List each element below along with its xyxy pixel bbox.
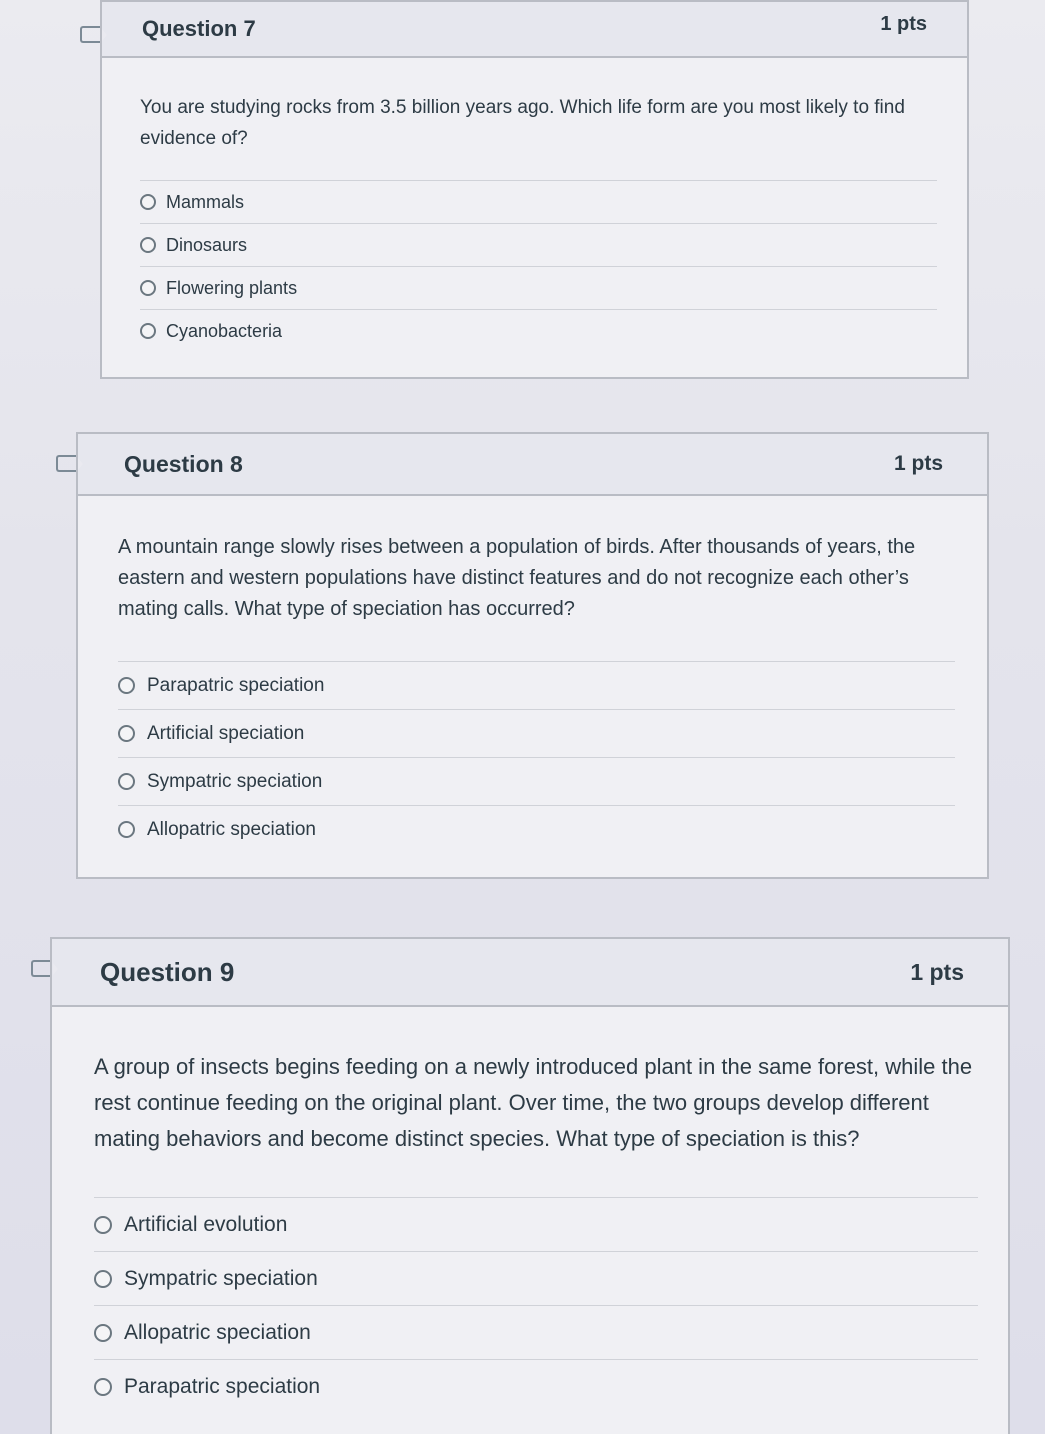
answer-label: Artificial evolution [124, 1212, 288, 1236]
radio-button-icon[interactable] [118, 773, 135, 790]
answer-list [118, 661, 955, 853]
radio-button-icon[interactable] [94, 1378, 112, 1396]
question-8 [76, 432, 989, 879]
radio-button-icon[interactable] [94, 1216, 112, 1234]
question-text: A mountain range slowly rises between a population of birds. After thousands of years, the eastern and western populations have distinct features and do not recognize each other’s mating calls. What type of speciation has occurred? [118, 536, 916, 620]
radio-button-icon[interactable] [118, 725, 135, 742]
question-header [52, 939, 1008, 1007]
answer-label: Parapatric speciation [124, 1374, 321, 1398]
question-header [78, 434, 987, 496]
answer-label: Allopatric speciation [124, 1320, 311, 1344]
answer-label: Sympatric speciation [147, 770, 323, 792]
answer-option[interactable] [94, 1306, 978, 1360]
answer-label: Flowering plants [166, 277, 298, 298]
answer-label: Parapatric speciation [147, 674, 325, 696]
question-9 [50, 937, 1010, 1434]
answer-label: Mammals [166, 191, 245, 212]
question-title: Question 9 [100, 956, 235, 987]
radio-button-icon[interactable] [140, 323, 156, 339]
radio-button-icon[interactable] [140, 237, 156, 253]
answer-option[interactable] [118, 806, 955, 853]
answer-option[interactable] [140, 310, 937, 352]
answer-list [94, 1197, 978, 1413]
answer-option[interactable] [94, 1252, 978, 1306]
question-text: You are studying rocks from 3.5 billion years ago. Which life form are you most likely to find evidence of? [140, 97, 905, 149]
answer-option[interactable] [118, 710, 955, 758]
question-points: 1 pts [910, 958, 964, 985]
radio-button-icon[interactable] [118, 677, 135, 694]
answer-list [140, 180, 937, 352]
radio-button-icon[interactable] [94, 1324, 112, 1342]
question-body [78, 496, 987, 853]
question-title: Question 8 [124, 450, 243, 477]
answer-label: Cyanobacteria [166, 320, 283, 341]
question-7 [100, 0, 969, 379]
question-text: A group of insects begins feeding on a newly introduced plant in the same forest, while the rest continue feeding on the original plant. Over time, the two groups develop different mating behaviors and become distinct species. What type of speciation is this? [94, 1054, 973, 1151]
answer-option[interactable] [118, 662, 955, 710]
flag-question-7-icon[interactable] [80, 26, 102, 43]
answer-option[interactable] [94, 1198, 978, 1252]
radio-button-icon[interactable] [94, 1270, 112, 1288]
question-header [102, 2, 967, 58]
answer-label: Artificial speciation [147, 722, 305, 744]
answer-option[interactable] [140, 224, 937, 267]
answer-label: Sympatric speciation [124, 1266, 318, 1290]
question-title: Question 7 [142, 16, 256, 41]
radio-button-icon[interactable] [140, 280, 156, 296]
question-body [102, 58, 967, 352]
answer-option[interactable] [140, 267, 937, 310]
radio-button-icon[interactable] [140, 194, 156, 210]
flag-question-8-icon[interactable] [56, 455, 78, 472]
radio-button-icon[interactable] [118, 821, 135, 838]
question-points: 1 pts [880, 12, 927, 35]
question-body [52, 1007, 1008, 1413]
answer-label: Allopatric speciation [147, 818, 316, 840]
answer-option[interactable] [94, 1360, 978, 1413]
answer-label: Dinosaurs [166, 234, 248, 255]
answer-option[interactable] [118, 758, 955, 806]
question-points: 1 pts [893, 452, 943, 475]
answer-option[interactable] [140, 181, 937, 224]
